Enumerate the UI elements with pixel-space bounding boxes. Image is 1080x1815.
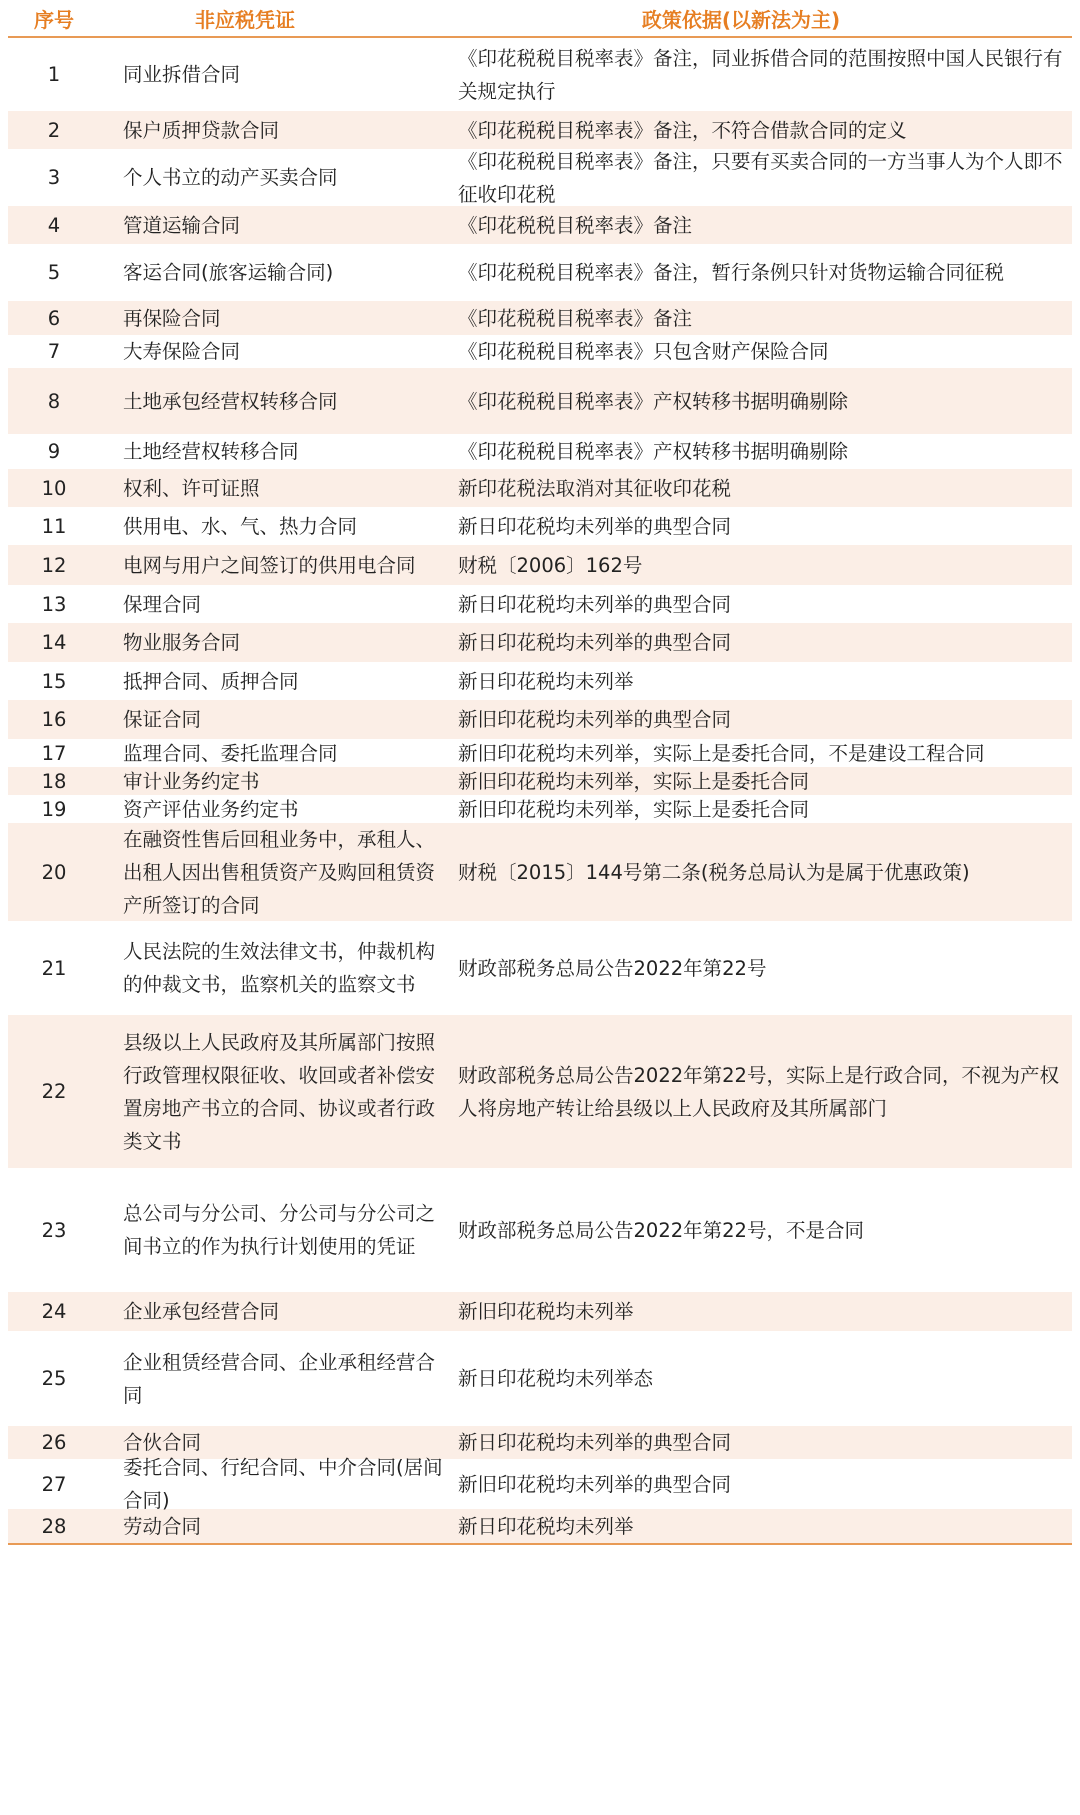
row-number: 25 (41, 1367, 67, 1390)
row-voucher-name: 权利、许可证照 (123, 476, 260, 500)
row-voucher-name: 县级以上人民政府及其所属部门按照行政管理权限征收、收回或者补偿安置房地产书立的合同、协议或者行政类文书 (123, 1030, 436, 1153)
row-policy-basis: 《印花税税目税率表》备注 (458, 213, 693, 237)
row-voucher-name: 资产评估业务约定书 (123, 797, 299, 821)
table-row (8, 1509, 1072, 1543)
row-policy-basis: 新旧印花税均未列举的典型合同 (458, 1472, 732, 1496)
row-voucher-name: 抵押合同、质押合同 (123, 669, 299, 693)
table-row (8, 38, 1072, 111)
row-number: 1 (47, 63, 61, 86)
row-policy-basis: 《印花税税目税率表》产权转移书据明确剔除 (458, 389, 849, 413)
row-policy-basis: 新旧印花税均未列举 (458, 1300, 634, 1323)
table-row (8, 623, 1072, 662)
row-number: 27 (41, 1472, 67, 1496)
table-row (8, 739, 1072, 767)
row-voucher-name: 委托合同、行纪合同、中介合同(居间合同) (123, 1456, 443, 1512)
row-number: 24 (41, 1300, 67, 1323)
row-voucher-name: 保理合同 (123, 592, 202, 616)
table-row (8, 1292, 1072, 1331)
row-policy-basis: 《印花税税目税率表》备注，不符合借款合同的定义 (458, 118, 907, 142)
table-row (8, 149, 1072, 206)
row-number: 21 (41, 956, 67, 980)
row-policy-basis: 《印花税税目税率表》备注，暂行条例只针对货物运输合同征税 (458, 261, 1005, 284)
table-bottom-border (8, 1543, 1072, 1545)
row-voucher-name: 同业拆借合同 (123, 63, 241, 86)
table-row (8, 469, 1072, 507)
table-row (8, 434, 1072, 469)
row-number: 6 (47, 306, 61, 330)
row-number: 28 (41, 1514, 67, 1538)
table-header (8, 0, 1072, 38)
table-row (8, 823, 1072, 921)
row-policy-basis: 新日印花税均未列举 (458, 1514, 634, 1538)
row-policy-basis: 《印花税税目税率表》产权转移书据明确剔除 (458, 440, 849, 463)
row-voucher-name: 劳动合同 (123, 1514, 202, 1538)
row-policy-basis: 《印花税税目税率表》只包含财产保险合同 (458, 340, 829, 363)
row-policy-basis: 《印花税税目税率表》备注，同业拆借合同的范围按照中国人民银行有关规定执行 (458, 46, 1063, 103)
row-voucher-name: 土地经营权转移合同 (123, 440, 299, 463)
row-number: 19 (41, 797, 67, 821)
table-row (8, 585, 1072, 623)
row-voucher-name: 在融资性售后回租业务中，承租人、出租人因出售租赁资产及购回租赁资产所签订的合同 (123, 827, 436, 917)
row-policy-basis: 财政部税务总局公告2022年第22号，不是合同 (458, 1218, 864, 1242)
row-number: 12 (41, 553, 67, 577)
row-policy-basis: 新旧印花税均未列举，实际上是委托合同 (458, 769, 810, 793)
row-number: 13 (41, 592, 67, 616)
row-voucher-name: 企业租赁经营合同、企业承租经营合同 (123, 1350, 436, 1407)
row-number: 3 (47, 166, 61, 189)
row-policy-basis: 财政部税务总局公告2022年第22号，实际上是行政合同，不视为产权人将房地产转让给县级以上人民政府及其所属部门 (458, 1063, 1059, 1120)
exempt-voucher-table (8, 38, 1072, 1543)
row-number: 11 (41, 514, 67, 538)
table-row (8, 335, 1072, 368)
row-policy-basis: 新日印花税均未列举的典型合同 (458, 1431, 732, 1454)
row-policy-basis: 新旧印花税均未列举，实际上是委托合同 (458, 797, 810, 821)
row-number: 5 (47, 261, 61, 284)
header-basis: 政策依据(以新法为主) (641, 7, 841, 32)
row-voucher-name: 监理合同、委托监理合同 (123, 741, 338, 765)
table-row (8, 700, 1072, 739)
row-voucher-name: 个人书立的动产买卖合同 (123, 166, 338, 189)
table-row (8, 662, 1072, 700)
row-policy-basis: 新日印花税均未列举 (458, 669, 634, 693)
row-number: 16 (41, 708, 67, 731)
row-number: 7 (47, 340, 61, 363)
row-voucher-name: 供用电、水、气、热力合同 (123, 514, 358, 538)
row-policy-basis: 财政部税务总局公告2022年第22号 (458, 956, 767, 980)
table-row (8, 1331, 1072, 1426)
row-voucher-name: 审计业务约定书 (123, 769, 260, 793)
table-row (8, 206, 1072, 244)
table-row (8, 301, 1072, 335)
row-policy-basis: 新旧印花税均未列举的典型合同 (458, 708, 732, 731)
header-item: 非应税凭证 (195, 7, 295, 32)
row-voucher-name: 物业服务合同 (123, 631, 241, 654)
row-policy-basis: 《印花税税目税率表》备注 (458, 306, 693, 330)
row-voucher-name: 管道运输合同 (123, 213, 241, 237)
row-voucher-name: 再保险合同 (123, 306, 221, 330)
row-number: 9 (47, 440, 61, 463)
tax-document-page (8, 0, 1072, 1815)
row-number: 14 (41, 631, 67, 654)
row-number: 8 (47, 389, 61, 413)
row-voucher-name: 合伙合同 (123, 1431, 202, 1454)
table-row (8, 244, 1072, 301)
row-number: 20 (41, 860, 67, 884)
row-number: 2 (47, 118, 61, 142)
table-row (8, 545, 1072, 585)
row-voucher-name: 总公司与分公司、分公司与分公司之间书立的作为执行计划使用的凭证 (123, 1202, 436, 1258)
row-number: 17 (41, 741, 67, 765)
row-number: 22 (41, 1080, 67, 1103)
table-row (8, 795, 1072, 823)
row-number: 26 (41, 1431, 67, 1454)
table-row (8, 1015, 1072, 1168)
row-number: 4 (47, 213, 61, 237)
table-row (8, 368, 1072, 434)
table-row (8, 507, 1072, 545)
row-voucher-name: 人民法院的生效法律文书，仲裁机构的仲裁文书，监察机关的监察文书 (123, 940, 436, 996)
row-voucher-name: 电网与用户之间签订的供用电合同 (123, 553, 416, 577)
table-row (8, 111, 1072, 149)
row-voucher-name: 客运合同(旅客运输合同) (123, 261, 334, 284)
row-policy-basis: 《印花税税目税率表》备注，只要有买卖合同的一方当事人为个人即不征收印花税 (458, 149, 1063, 206)
row-voucher-name: 保户质押贷款合同 (123, 118, 280, 142)
row-number: 18 (41, 769, 67, 793)
table-row (8, 1168, 1072, 1292)
header-no: 序号 (34, 7, 74, 32)
row-policy-basis: 新印花税法取消对其征收印花税 (458, 476, 732, 500)
row-policy-basis: 财税〔2015〕144号第二条(税务总局认为是属于优惠政策) (458, 860, 970, 884)
row-policy-basis: 财税〔2006〕162号 (458, 553, 643, 577)
row-number: 10 (41, 476, 67, 500)
row-voucher-name: 土地承包经营权转移合同 (123, 389, 338, 413)
table-row (8, 1456, 1072, 1512)
row-number: 15 (41, 669, 67, 693)
table-row (8, 921, 1072, 1015)
row-voucher-name: 大寿保险合同 (123, 340, 241, 363)
row-policy-basis: 新日印花税均未列举的典型合同 (458, 592, 732, 616)
table-row (8, 767, 1072, 795)
row-policy-basis: 新日印花税均未列举的典型合同 (458, 631, 732, 654)
row-voucher-name: 企业承包经营合同 (123, 1300, 280, 1323)
row-number: 23 (41, 1218, 67, 1242)
row-voucher-name: 保证合同 (123, 708, 202, 731)
row-policy-basis: 新日印花税均未列举的典型合同 (458, 514, 732, 538)
row-policy-basis: 新旧印花税均未列举，实际上是委托合同，不是建设工程合同 (458, 741, 985, 765)
row-policy-basis: 新日印花税均未列举态 (458, 1367, 654, 1390)
